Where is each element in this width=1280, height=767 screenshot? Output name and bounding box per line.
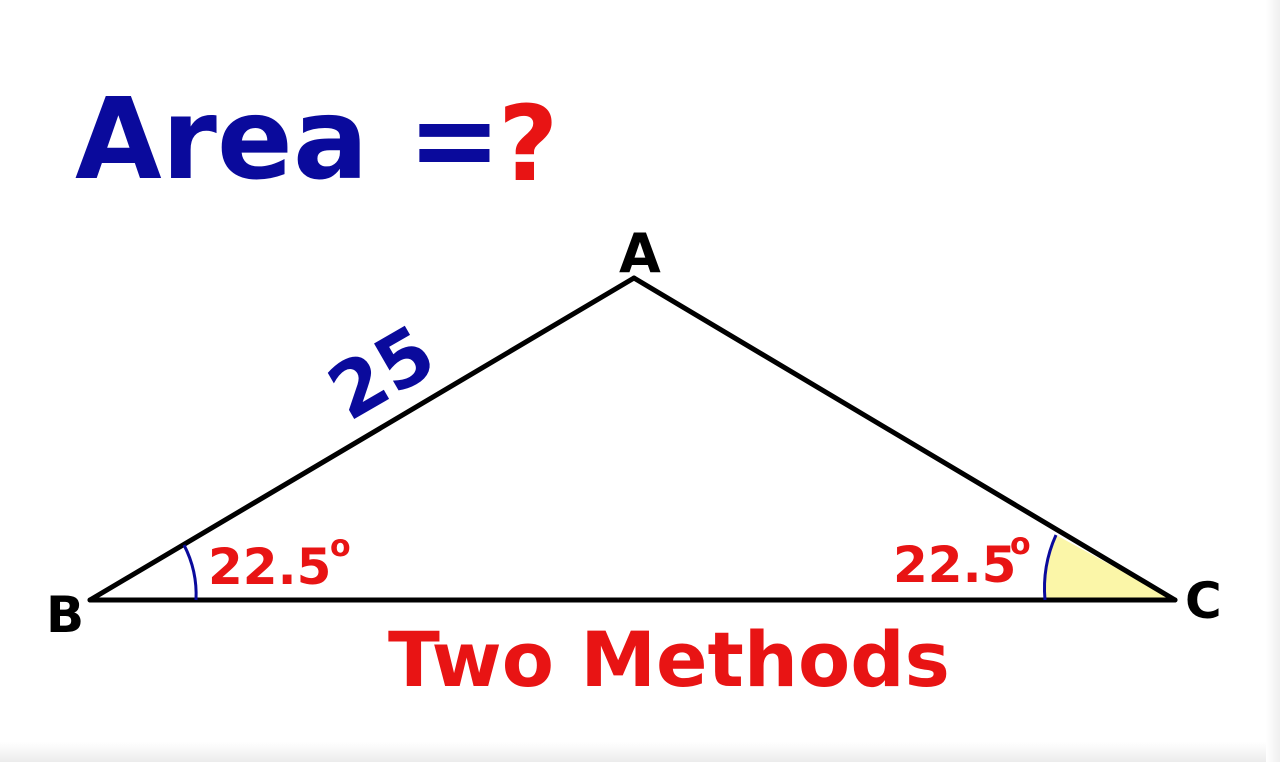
title-unknown: ? [498,83,559,205]
vertex-label-c: C [1185,572,1222,630]
angle-b-degree: o [330,529,351,564]
angle-c-value: 22.5 [893,536,1017,594]
vertex-label-b: B [46,586,85,644]
angle-b-arc [184,545,196,600]
side-ab-length: 25 [313,307,450,438]
angle-c-degree: o [1010,527,1031,562]
title-area-label: Area = [75,75,502,205]
angle-b-value: 22.5 [208,538,332,596]
vertex-label-a: A [619,222,661,285]
right-edge-shade [1266,0,1280,762]
subtitle-two-methods: Two Methods [388,615,950,704]
bottom-edge-shade [0,742,1280,762]
side-ab [90,278,634,600]
